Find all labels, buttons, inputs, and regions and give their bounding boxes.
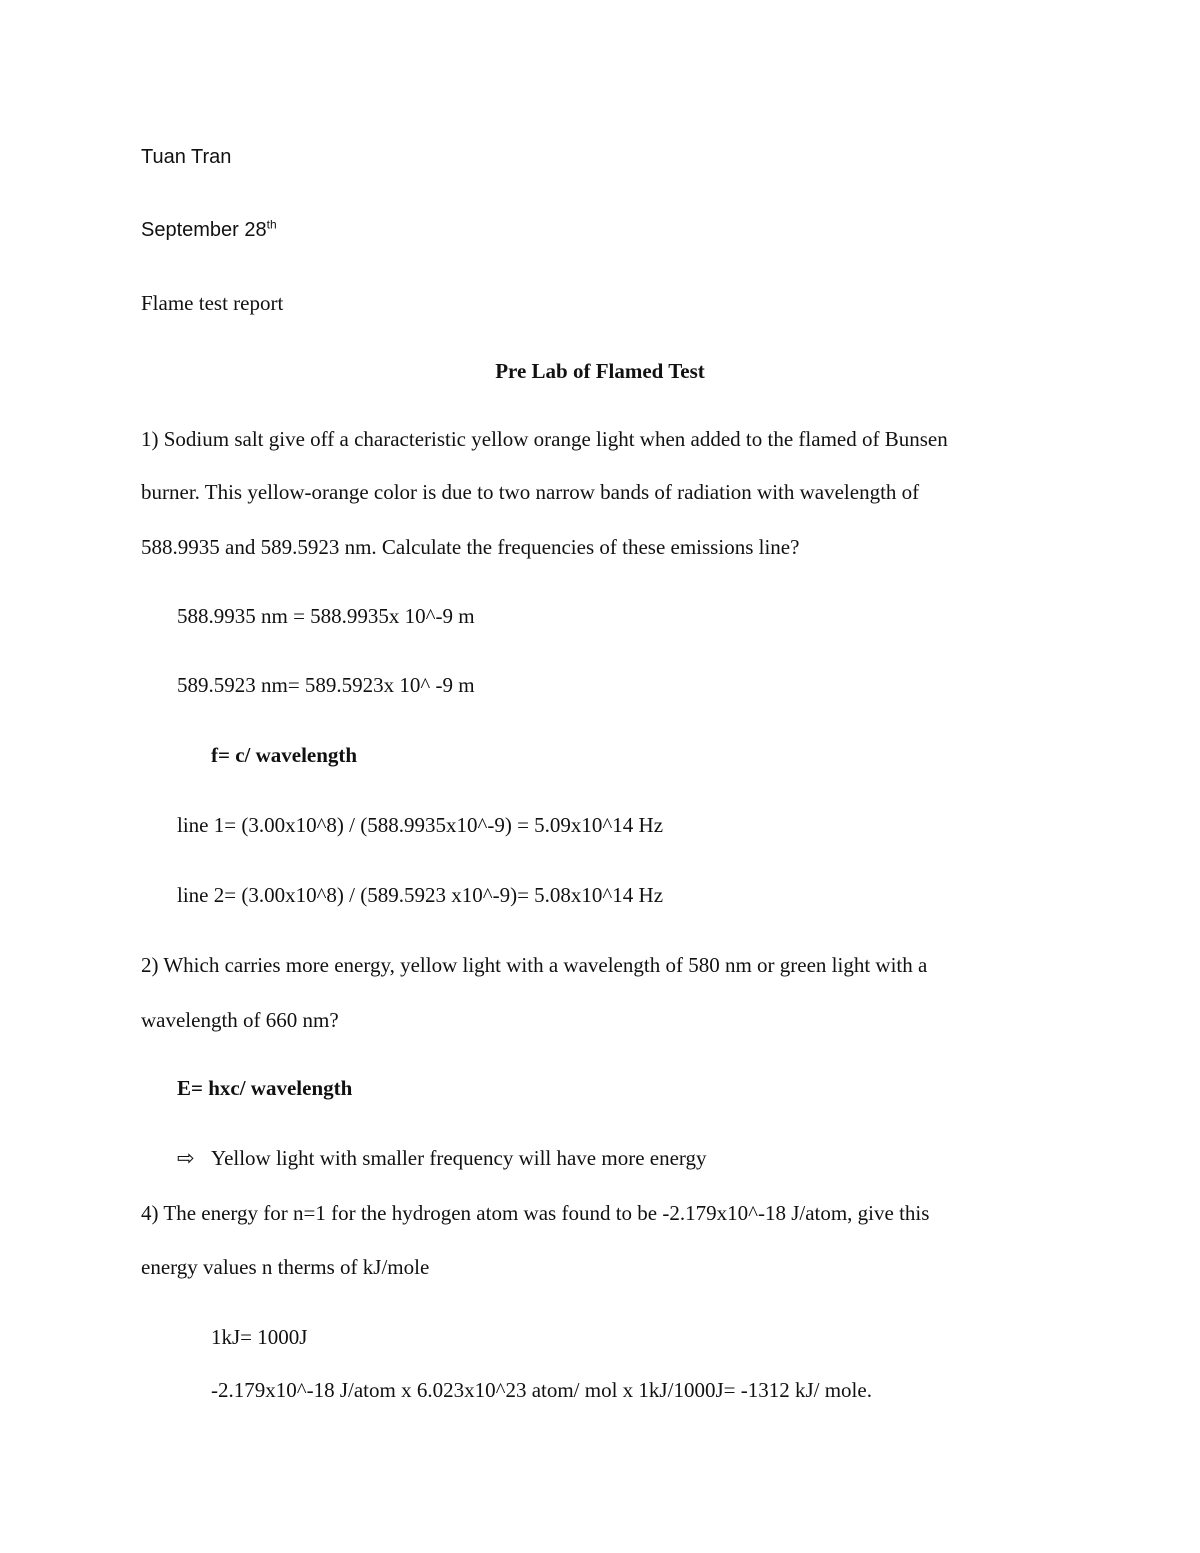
question-4-line-1: 4) The energy for n=1 for the hydrogen atom was found to be -2.179x10^-18 J/atom, give this (141, 1201, 930, 1225)
question-1-line-3: 588.9935 and 589.5923 nm. Calculate the frequencies of these emissions line? (141, 535, 800, 559)
question-4-line-2: energy values n therms of kJ/mole (141, 1255, 430, 1279)
calculation-line-1: line 1= (3.00x10^8) / (588.9935x10^-9) = 5.09x10^14 Hz (177, 813, 664, 837)
conversion-line-2: 589.5923 nm= 589.5923x 10^ -9 m (177, 673, 475, 697)
question-1-line-1: 1) Sodium salt give off a characteristic yellow orange light when added to the flamed of Bunsen (141, 427, 948, 451)
energy-calculation: -2.179x10^-18 J/atom x 6.023x10^23 atom/ mol x 1kJ/1000J= -1312 kJ/ mole. (211, 1378, 872, 1402)
frequency-formula: f= c/ wavelength (211, 743, 358, 767)
section-heading: Pre Lab of Flamed Test (495, 359, 705, 383)
report-date (141, 216, 277, 244)
conversion-line-1: 588.9935 nm = 588.9935x 10^-9 m (177, 604, 475, 628)
answer-text: Yellow light with smaller frequency will have more energy (211, 1146, 707, 1170)
answer-line (177, 1144, 707, 1172)
report-date-text: September 28 (141, 219, 267, 241)
energy-formula: E= hxc/ wavelength (177, 1076, 353, 1100)
report-title: Flame test report (141, 291, 284, 315)
question-2-line-2: wavelength of 660 nm? (141, 1008, 339, 1032)
calculation-line-2: line 2= (3.00x10^8) / (589.5923 x10^-9)= 5.08x10^14 Hz (177, 883, 664, 907)
question-1-line-2: burner. This yellow-orange color is due to two narrow bands of radiation with wavelength of (141, 480, 920, 504)
right-arrow-icon: ⇨ (177, 1146, 195, 1170)
report-date-suffix: th (266, 217, 277, 232)
author-name: Tuan Tran (141, 146, 232, 168)
question-2-line-1: 2) Which carries more energy, yellow light with a wavelength of 580 nm or green light with a (141, 953, 928, 977)
unit-conversion: 1kJ= 1000J (211, 1325, 308, 1349)
